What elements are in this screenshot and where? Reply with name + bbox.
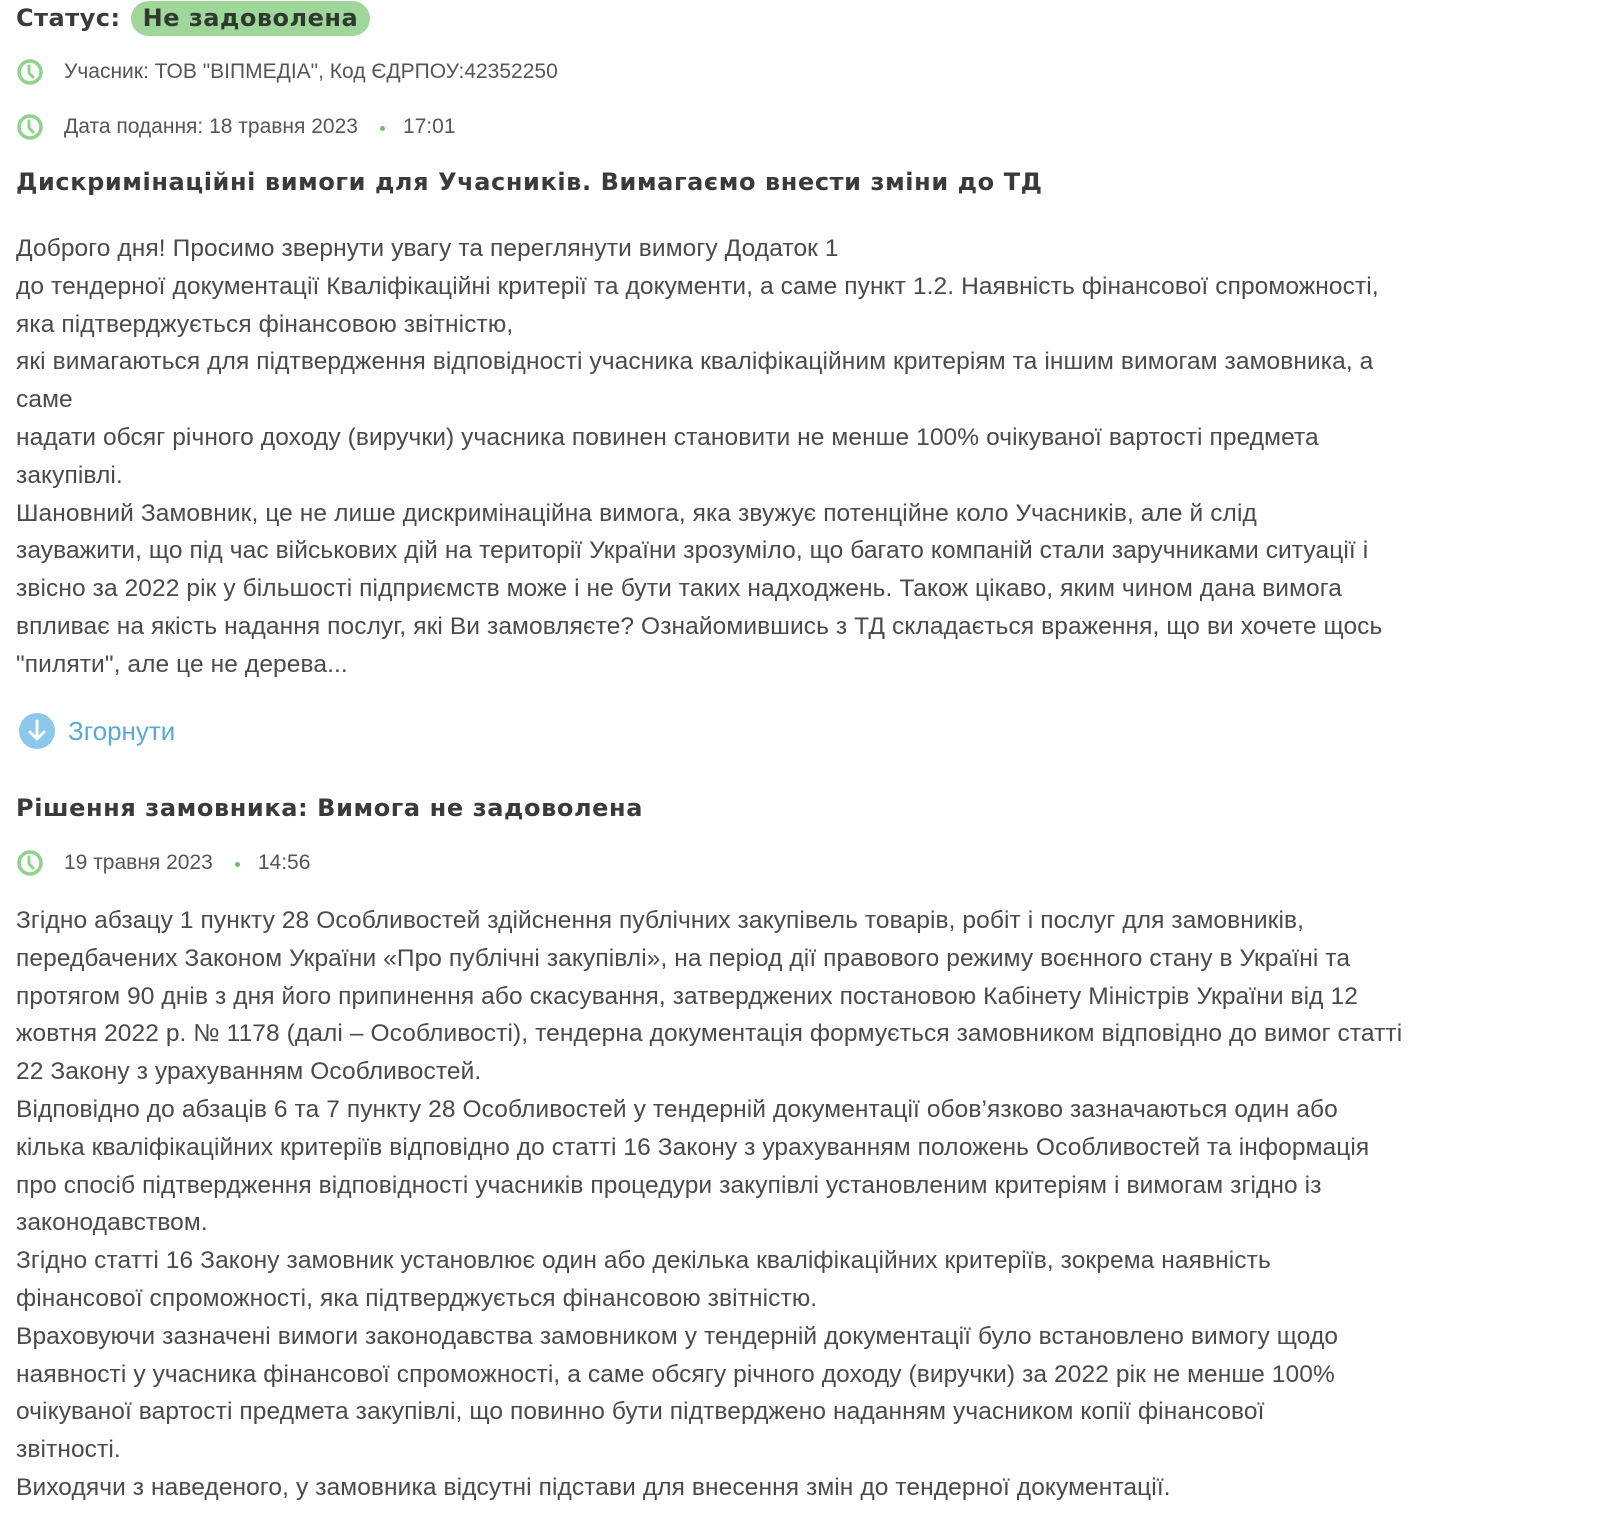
decision-line: Виходячи з наведеного, у замовника відсутні підстави для внесення змін до тендерної документації. (16, 1473, 1171, 1501)
decision-line: Згідно статті 16 Закону замовник установлює один або декілька кваліфікаційних критеріїв, зокрема наявність (16, 1247, 1271, 1275)
decision-line: законодавством. (16, 1209, 208, 1237)
decision-line: Враховуючи зазначені вимоги законодавства замовником у тендерній документації було встановлено вимогу щодо (16, 1322, 1339, 1350)
complaint-line: зауважити, що під час військових дій на території України зрозуміло, що багато компаній стали заручниками ситуації і (16, 537, 1369, 565)
decision-title: Рішення замовника: Вимога не задоволена (16, 794, 644, 822)
decision-date-row (16, 849, 310, 877)
decision-line: звітності. (16, 1436, 121, 1464)
status-label: Статус: (16, 4, 121, 32)
submitted-date-row (16, 113, 456, 141)
decision-time: 14:56 (257, 851, 311, 874)
complaint-body (16, 230, 1576, 684)
collapse-label[interactable]: Згорнути (68, 715, 176, 746)
complaint-title: Дискримінаційні вимоги для Учасників. Вимагаємо внести зміни до ТД (16, 168, 1043, 196)
complaint-line: закупівлі. (16, 461, 123, 489)
participant-row (16, 58, 558, 86)
complaint-line: Доброго дня! Просимо звернути увагу та переглянути вимогу Додаток 1 (16, 235, 839, 262)
complaint-line: впливає на якість надання послуг, які Ви замовляєте? Ознайомившись з ТД складається враження, що ви хочете щось (16, 612, 1383, 640)
complaint-line: Шановний Замовник, це не лише дискримінаційна вимога, яка звужує потенційне коло Учасників, але й слід (16, 499, 1257, 527)
status-badge: Не задоволена (131, 1, 371, 36)
decision-line: фінансової спроможності, яка підтверджується фінансовою звітністю. (16, 1284, 818, 1312)
decision-line: 22 Закону з урахуванням Особливостей. (16, 1058, 482, 1086)
complaint-line: "пиляти", але це не дерева... (16, 650, 348, 678)
clock-icon (16, 849, 44, 877)
submitted-time: 17:01 (402, 115, 456, 138)
decision-line: Згідно абзацу 1 пункту 28 Особливостей здійснення публічних закупівель товарів, робіт і послуг для замовників, (16, 907, 1305, 934)
separator-dot (235, 862, 240, 867)
complaint-line: яка підтверджується фінансовою звітністю, (16, 310, 514, 338)
complaint-line: до тендерної документації Кваліфікаційні критерії та документи, а саме пункт 1.2. Наявність фінансової спроможності, (16, 272, 1379, 300)
status-row (16, 0, 370, 36)
clock-icon (16, 58, 44, 86)
decision-line: передбачених Законом України «Про публічні закупівлі», на період дії правового режиму воєнного стану в Україні та (16, 944, 1351, 972)
complaint-line: звісно за 2022 рік у більшості підприємств може і не бути таких надходжень. Також цікаво, яким чином дана вимога (16, 575, 1342, 603)
complaint-line: які вимагаються для підтвердження відповідності учасника кваліфікаційним критеріям та іншим вимогам замовника, а (16, 348, 1374, 376)
separator-dot (380, 126, 385, 131)
decision-line: протягом 90 днів з дня його припинення або скасування, затверджених постановою Кабінету Міністрів України від 12 (16, 982, 1358, 1010)
decision-line: наявності у учасника фінансової спроможності, а саме обсягу річного доходу (виручки) за 2022 рік не менше 100% (16, 1360, 1335, 1388)
decision-body (16, 902, 1576, 1507)
arrow-down-circle-icon[interactable] (18, 712, 56, 750)
decision-line: кілька кваліфікаційних критеріїв відповідно до статті 16 Закону з урахуванням положень Особливостей та інформація (16, 1133, 1370, 1161)
decision-line: Відповідно до абзаців 6 та 7 пункту 28 Особливостей у тендерній документації обов’язково зазначаються один або (16, 1095, 1338, 1123)
decision-line: очікуваної вартості предмета закупівлі, що повинно бути підтверджено наданням учасником копії фінансової (16, 1398, 1265, 1426)
participant-text: Учасник: ТОВ "ВІПМЕДІА", Код ЄДРПОУ:42352250 (64, 60, 558, 83)
clock-icon (16, 113, 44, 141)
complaint-line: саме (16, 386, 73, 414)
decision-line: про спосіб підтвердження відповідності учасників процедури закупівлі установленим критеріям і вимогам згідно із (16, 1171, 1322, 1199)
collapse-button[interactable] (18, 712, 175, 750)
decision-line: жовтня 2022 р. № 1178 (далі – Особливості), тендерна документація формується замовником відповідно до вимог статті (16, 1020, 1403, 1048)
decision-date: 19 травня 2023 (64, 851, 213, 874)
submitted-date: Дата подання: 18 травня 2023 (64, 115, 358, 138)
complaint-line: надати обсяг річного доходу (виручки) учасника повинен становити не менше 100% очікуваної вартості предмета (16, 423, 1319, 451)
